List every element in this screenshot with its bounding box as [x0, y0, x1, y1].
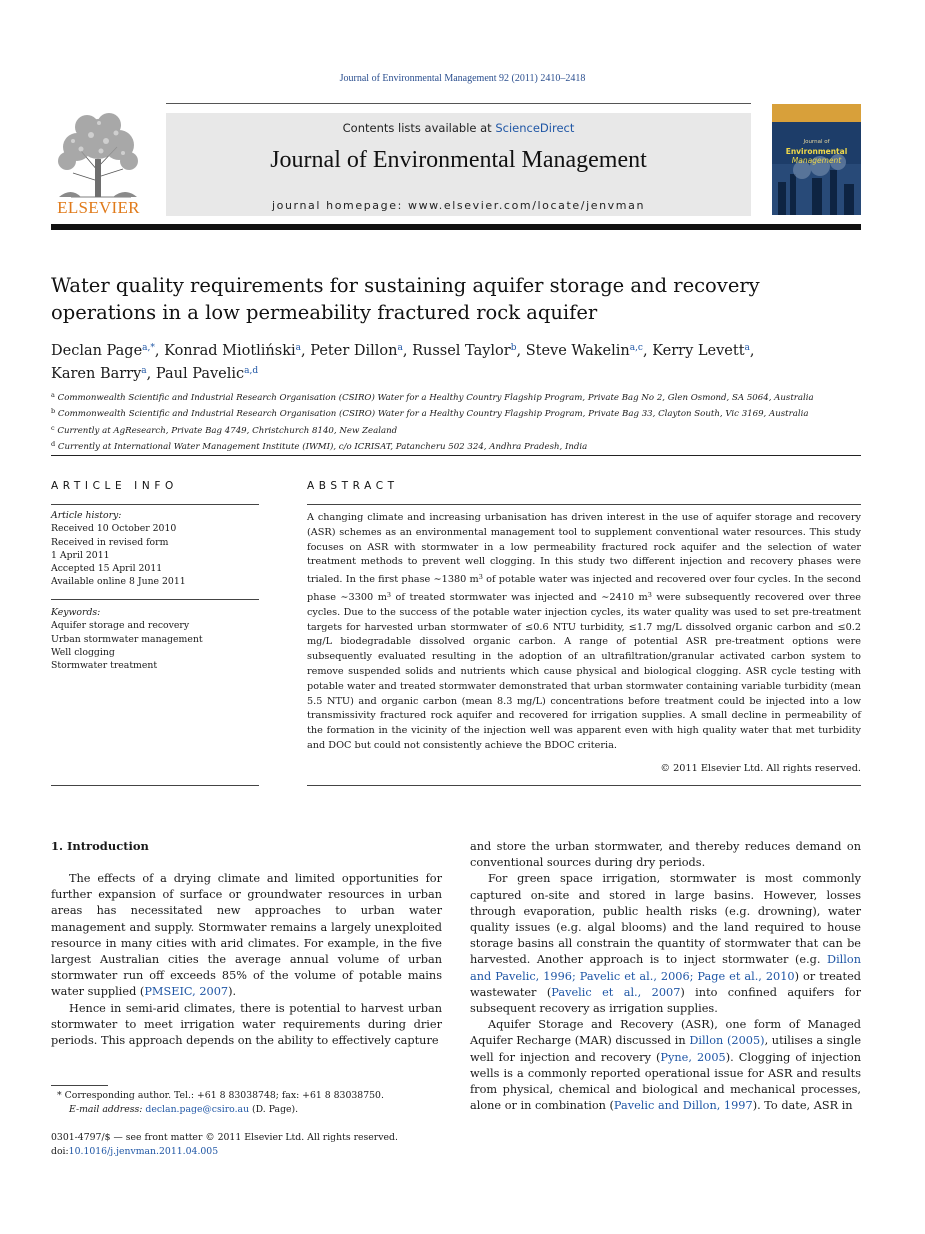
history-entry: Received 10 October 2010 — [51, 523, 177, 535]
history-entry: Accepted 15 April 2011 — [51, 563, 163, 575]
running-head[interactable]: Journal of Environmental Management 92 (2011) 2410–2418 — [339, 73, 586, 84]
paragraph: Aquifer Storage and Recovery (ASR), one form of Managed Aquifer Recharge (MAR) discussed in Dillon (2005), utilises a single well for injection and recovery (Pyne, 2005). Clogging of injection wells is a commonly reported operational issue for ASR and results from physical, chemical and biological and mechanical processes, alone or in combination (Pavelic and Dillon, 1997). To date, ASR in — [470, 1018, 862, 1113]
paragraph: Hence in semi-arid climates, there is potential to harvest urban stormwater to meet irrigation water requirements during drier periods. This approach depends on the ability to effectively capture — [51, 1001, 442, 1048]
author[interactable]: Kerry Levett$^a$ — [652, 343, 750, 359]
keywords-label: Keywords: — [51, 607, 101, 618]
author[interactable]: Russel Taylor$^b$ — [412, 343, 517, 359]
abstract-heading: ABSTRACT — [307, 480, 399, 492]
email-link[interactable]: declan.page@csiro.au — [145, 1103, 250, 1115]
citation-link[interactable]: Dillon and Pavelic, 1996; Pavelic et al., 2006; Page et al., 2010 — [470, 953, 861, 983]
doi-line: doi:10.1016/j.jenvman.2011.04.005 — [51, 1145, 219, 1157]
article-history-label: Article history: — [51, 510, 122, 521]
doi-link[interactable]: 10.1016/j.jenvman.2011.04.005 — [68, 1145, 219, 1157]
section-rule — [51, 455, 861, 456]
abstract-copyright: © 2011 Elsevier Ltd. All rights reserved. — [660, 763, 861, 774]
abstract-bottom-rule — [307, 785, 861, 786]
paragraph: The effects of a drying climate and limited opportunities for further expansion of surface or groundwater resources in urban areas has necessitated new approaches to urban water management and supply. Stormwater remains a largely unexploited resource in many cities with arid climates. For example, in the five largest Australian cities the average annual volume of urban stormwater run off exceeds 85% of the volume of potable mains water supplied (PMSEIC, 2007). — [51, 872, 442, 999]
sciencedirect-link[interactable]: ScienceDirect — [495, 121, 575, 135]
affiliations — [51, 389, 866, 454]
keywords — [51, 606, 261, 672]
author[interactable]: Peter Dillon$^a$ — [310, 343, 403, 359]
footnote — [51, 1089, 442, 1116]
abstract-text: A changing climate and increasing urbanisation has driven interest in the use of aquifer storage and recovery (ASR) schemes as an environmental management tool to supplement conventional water resources. This study focuses on ASR with stormwater in a low permeability fractured rock aquifer and the selection of water treatment methods to prevent well clogging. In this study two different injection and recovery phases were trialed. In the first phase ∼1380 $m^3$ of potable water was injected and recovered over four cycles. In the second phase ∼3300 $m^3$ of treated stormwater was injected and ∼2410 $m^3$ were subsequently recovered over three cycles. Due to the success of the potable water injection cycles, its water quality was used to set pre-treatment targets for harvested urban stormwater of ≤0.6 NTU turbidity, ≤1.7 mg/L dissolved organic carbon and ≤0.2 mg/L biodegradable dissolved organic carbon. A range of potential ASR pre-treatment options were subsequently evaluated resulting in the adoption of an ultrafiltration/granular activated carbon system to remove suspended solids and nutrients which cause physical and biological clogging. ASR cycle testing with potable water and treated stormwater demonstrated that urban stormwater containing variable turbidity (mean 5.5 NTU) and organic carbon (mean 8.3 mg/L) concentrations before treatment could be injected into a low transmissivity fractured rock aquifer and recovered for irrigation supplies. A small decline in permeability of the formation in the vicinity of the injection well was apparent even with high quality water that met turbidity and DOC but could not consistently achieve the BDOC criteria. — [307, 512, 861, 751]
author[interactable]: Steve Wakelin$^{a,c}$ — [525, 343, 643, 359]
paragraph: For green space irrigation, stormwater is most commonly captured on-site and stored in large basins. However, losses through evaporation, public health risks (e.g. drowning), water quality issues (e.g. algal blooms) and the land required to house storage basins all constrain the quantity of stormwater that can be harvested. Another approach is to inject stormwater (e.g. Dillon and Pavelic, 1996; Pavelic et al., 2006; Page et al., 2010) or treated wastewater (Pavelic et al., 2007) into confined aquifers for subsequent recovery as irrigation supplies. — [470, 872, 862, 1016]
journal-cover-thumbnail — [772, 104, 861, 215]
affiliation: $^a$ Commonwealth Scientific and Industrial Research Organisation (CSIRO) Water for a Healthy Country Flagship Program, Private Bag No 2, Glen Osmond, SA 5064, Australia — [51, 391, 814, 403]
email-note: E-mail address: declan.page@csiro.au (D. Page). — [69, 1103, 299, 1115]
body-column-right — [470, 839, 861, 1114]
elsevier-tree-icon — [51, 111, 146, 199]
article-info-rule — [51, 504, 259, 505]
author-list: Declan Page$^{a,*}$, Konrad Miotliński$^a$, Peter Dillon$^a$, Russel Taylor$^b$, Steve Wakelin$^{a,c}$, Kerry Levett$^a$, Karen Barry$^a$, Paul Pavelic$^{a,d}$ — [51, 343, 755, 382]
article-title: Water quality requirements for sustaining aquifer storage and recovery operations in a low permeability fractured rock aquifer — [51, 274, 760, 324]
citation-link[interactable]: Pyne, 2005 — [660, 1050, 726, 1064]
article-info-heading: ARTICLE INFO — [51, 480, 178, 492]
journal-banner — [166, 113, 751, 216]
elsevier-wordmark: ELSEVIER — [57, 198, 140, 217]
corresponding-author-note: * Corresponding author. Tel.: +61 8 83038748; fax: +61 8 83038750. — [57, 1090, 384, 1101]
affiliation: $^d$ Currently at International Water Management Institute (IWMI), c/o ICRISAT, Patancheru 502 324, Andhra Pradesh, India — [51, 439, 588, 452]
abstract-rule — [307, 504, 861, 505]
contents-line — [166, 121, 751, 135]
citation-link[interactable]: Dillon (2005) — [689, 1034, 765, 1048]
body-column-left — [51, 871, 442, 1049]
section-heading-introduction: 1. Introduction — [51, 839, 149, 853]
article-info-bottom-rule — [51, 785, 259, 786]
citation-link[interactable]: Pavelic et al., 2007 — [551, 985, 681, 999]
citation-link[interactable]: PMSEIC, 2007 — [144, 985, 229, 999]
keyword: Well clogging — [51, 646, 115, 658]
affiliation: $^c$ Currently at AgResearch, Private Bag 4749, Christchurch 8140, New Zealand — [51, 423, 398, 436]
keyword: Urban stormwater management — [51, 633, 203, 645]
history-entry: Received in revised form — [51, 536, 169, 548]
author[interactable]: Karen Barry$^a$ — [51, 366, 147, 382]
history-entry: 1 April 2011 — [51, 549, 110, 561]
keywords-rule — [51, 599, 259, 600]
contents-prefix: Contents lists available at — [342, 121, 496, 135]
keyword: Aquifer storage and recovery — [51, 620, 190, 632]
citation-link[interactable]: Pavelic and Dillon, 1997 — [613, 1099, 753, 1113]
footnote-rule — [51, 1085, 108, 1086]
header-rule — [166, 103, 751, 104]
history-entry: Available online 8 June 2011 — [51, 576, 186, 588]
cover-title-line-3: Management — [791, 156, 842, 165]
header-thick-rule — [51, 224, 861, 230]
affiliation: $^b$ Commonwealth Scientific and Industrial Research Organisation (CSIRO) Water for a Healthy Country Flagship Program, Private Bag 33, Clayton South, Vic 3169, Australia — [51, 407, 809, 420]
cover-title-line-1: Journal of — [803, 139, 830, 145]
author[interactable]: Konrad Miotliński$^a$ — [164, 343, 301, 359]
article-history — [51, 509, 261, 589]
journal-title: Journal of Environmental Management — [270, 147, 647, 173]
cover-title — [772, 138, 861, 165]
paragraph: and store the urban stormwater, and thereby reduces demand on conventional sources during dry periods. — [470, 840, 861, 870]
author[interactable]: Paul Pavelic$^{a,d}$ — [155, 366, 259, 382]
author[interactable]: Declan Page$^{a,*}$ — [51, 343, 155, 359]
keyword: Stormwater treatment — [51, 660, 158, 672]
journal-homepage[interactable]: journal homepage: www.elsevier.com/locate/jenvman — [271, 199, 646, 212]
issn-block — [51, 1131, 471, 1158]
cover-title-line-2: Environmental — [785, 147, 848, 156]
front-matter-note: 0301-4797/$ — see front matter © 2011 Elsevier Ltd. All rights reserved. — [51, 1132, 398, 1143]
